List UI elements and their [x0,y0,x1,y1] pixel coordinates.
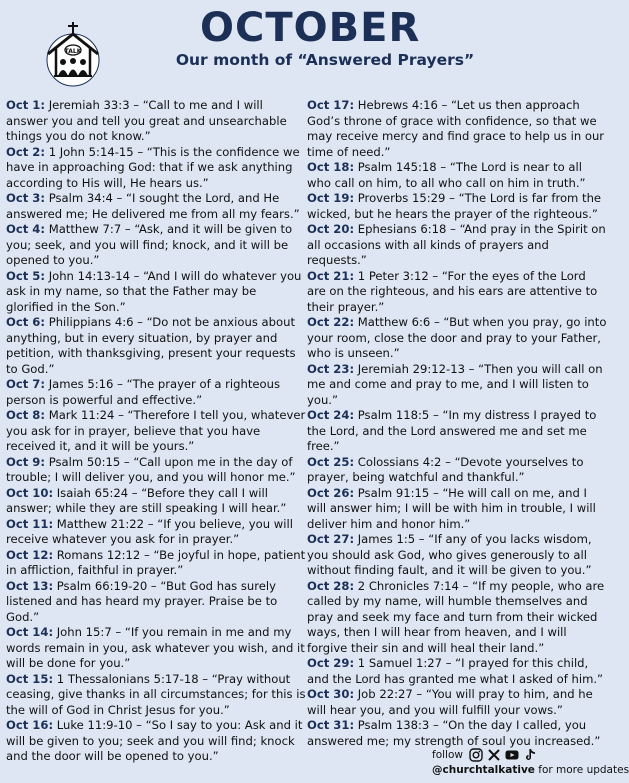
church-talk-logo [44,20,102,84]
prayer-entry [6,269,306,316]
verse-text: Mark 11:24 – “Therefore I tell you, whatever you ask for in prayer, believe that you have received it, and it will be yours.” [6,408,306,453]
verse-text: 1 Peter 3:12 – “For the eyes of the Lord are on the righteous, and his ears are attentive to their prayer.” [307,268,598,314]
prayer-entry [307,160,607,191]
verse-text: Luke 11:9-10 – “So I say to you: Ask and it will be given to you; seek and you will find; knock and the door will be opened to you.” [6,718,303,763]
day-label: Oct 22: [307,315,355,329]
header [0,0,615,96]
day-label: Oct 16: [6,718,54,732]
day-label: Oct 12: [6,547,54,562]
prayer-entry [307,656,607,687]
verse-text: Psalm 66:19-20 – “But God has surely listened and has heard my prayer. Praise be to God.” [6,578,278,624]
verse-text: Psalm 138:3 – “On the day I called, you answered me; my strength of soul you increased.” [307,718,601,748]
verse-text: Ephesians 6:18 – “And pray in the Spirit on all occasions with all kinds of prayers and requests.” [307,222,606,267]
verse-text: Psalm 50:15 – “Call upon me in the day of trouble; I will deliver you, and you will honor me.” [6,454,296,484]
prayer-entry [307,191,607,222]
day-label: Oct 14: [6,625,54,639]
day-label: Oct 27: [307,532,355,546]
verse-text: 1 John 5:14-15 – “This is the confidence we have in approaching God: that if we ask anything according to His will, He hears us.” [6,144,300,190]
day-label: Oct 15: [6,671,54,686]
verse-text: Matthew 21:22 – “If you believe, you will receive whatever you ask for in prayer.” [6,516,293,546]
day-label: Oct 20: [307,222,355,236]
prayer-entry [307,532,607,579]
day-label: Oct 13: [6,578,54,593]
prayer-entry [6,98,306,145]
day-label: Oct 21: [307,268,355,283]
x-icon[interactable] [487,748,501,762]
verse-text: Colossians 4:2 – “Devote yourselves to prayer, being watchful and thankful.” [307,454,584,484]
day-label: Oct 10: [6,485,54,500]
prayer-entry [6,625,306,672]
day-label: Oct 9: [6,454,46,469]
verse-text: 1 Thessalonians 5:17-18 – “Pray without ceasing, give thanks in all circumstances; for this is the will of God in Christ Jesus for you.” [6,671,306,717]
day-label: Oct 19: [307,191,355,205]
prayer-entry [6,408,306,455]
verse-text: Matthew 6:6 – “But when you pray, go into your room, close the door and pray to your Father, who is unseen.” [307,315,607,360]
day-label: Oct 29: [307,656,355,670]
verse-text: John 14:13-14 – “And I will do whatever you ask in my name, so that the Father may be glorified in the Son.” [6,268,302,314]
follow-row [432,748,541,762]
prayer-entry [6,377,306,408]
day-label: Oct 6: [6,315,46,329]
day-label: Oct 28: [307,578,355,593]
prayer-entry [307,362,607,409]
verse-text: Isaiah 65:24 – “Before they call I will answer; while they are still speaking I will hear.” [6,485,287,515]
handle-row [432,763,629,777]
prayer-entry [307,315,607,362]
day-label: Oct 17: [307,98,355,112]
prayer-entry [6,579,306,626]
right-column [307,98,607,749]
left-column [6,98,306,765]
verse-text: Proverbs 15:29 – “The Lord is far from the wicked, but he hears the prayer of the righteous.” [307,191,602,221]
day-label: Oct 11: [6,516,54,531]
day-label: Oct 30: [307,687,355,701]
verse-text: Matthew 7:7 – “Ask, and it will be given to you; seek, and you will find; knock, and it will be opened to you.” [6,222,293,267]
day-label: Oct 18: [307,160,355,174]
day-label: Oct 3: [6,191,46,205]
prayer-entry [6,315,306,377]
page-subtitle: Our month of “Answered Prayers” [175,51,475,69]
verse-text: Philippians 4:6 – “Do not be anxious about anything, but in every situation, by prayer and petition, with thanksgiving, present your requests to God.” [6,315,296,376]
verse-text: Psalm 118:5 – “In my distress I prayed to the Lord, and the Lord answered me and set me free.” [307,408,597,453]
tiktok-icon[interactable] [523,748,537,762]
prayer-entry [307,687,607,718]
follow-label: follow [432,749,463,761]
verse-text: 1 Samuel 1:27 – “I prayed for this child, and the Lord has granted me what I asked of him.” [307,656,604,686]
verse-text: Psalm 91:15 – “He will call on me, and I will answer him; I will be with him in trouble, I will deliver him and honor him.” [307,485,596,531]
verse-text: Hebrews 4:16 – “Let us then approach God’s throne of grace with confidence, so that we may receive mercy and find grace to help us in our time of need.” [307,98,605,159]
day-label: Oct 5: [6,268,46,283]
day-label: Oct 25: [307,454,355,469]
prayer-entry [307,579,607,657]
verse-text: James 5:16 – “The prayer of a righteous person is powerful and effective.” [6,377,281,407]
prayer-entry [6,455,306,486]
instagram-icon[interactable] [469,748,483,762]
prayer-entry [6,517,306,548]
day-label: Oct 24: [307,408,355,422]
prayer-entry [6,191,306,222]
social-handle[interactable]: @churchtalkative [432,764,535,776]
updates-label: for more updates [534,764,629,776]
verse-text: 2 Chronicles 7:14 – “If my people, who are called by my name, will humble themselves and pray and seek my face and turn from their wicked ways, then I will hear from heaven, and I will forgive their sin and will heal their land.” [307,578,605,655]
verse-text: Romans 12:12 – “Be joyful in hope, patient in affliction, faithful in prayer.” [6,547,306,577]
day-label: Oct 4: [6,222,46,236]
verse-text: Psalm 34:4 – “I sought the Lord, and He answered me; He delivered me from all my fears.” [6,191,300,221]
prayer-entry [307,486,607,533]
verse-text: Jeremiah 33:3 – “Call to me and I will answer you and tell you great and unsearchable things you do not know.” [6,98,287,143]
verse-text: Psalm 145:18 – “The Lord is near to all who call on him, to all who call on him in truth.” [307,160,586,190]
verse-text: Jeremiah 29:12-13 – “Then you will call on me and come and pray to me, and I will listen to you.” [307,361,603,407]
day-label: Oct 26: [307,485,355,500]
day-label: Oct 2: [6,144,46,159]
prayer-entry [6,718,306,765]
prayer-entry [307,408,607,455]
page-title: OCTOBER [200,5,421,51]
prayer-entry [307,269,607,316]
prayer-entry [6,145,306,192]
youtube-icon[interactable] [505,748,519,762]
verse-text: Job 22:27 – “You will pray to him, and he will hear you, and you will fulfill your vows.” [307,687,593,717]
prayer-entry [6,672,306,719]
prayer-entry [6,222,306,269]
prayer-entry [307,98,607,160]
prayer-entry [6,548,306,579]
day-label: Oct 8: [6,408,46,422]
day-label: Oct 1: [6,98,46,112]
prayer-entry [307,222,607,269]
day-label: Oct 23: [307,361,355,376]
footer [432,748,629,780]
prayer-entry [307,455,607,486]
day-label: Oct 7: [6,377,46,391]
prayer-entry [6,486,306,517]
verse-text: John 15:7 – “If you remain in me and my words remain in you, ask whatever you wish, and it will be done for you.” [6,625,305,670]
prayer-entry [307,718,607,749]
verse-text: James 1:5 – “If any of you lacks wisdom, you should ask God, who gives generously to all without finding fault, and it will be given to you.” [307,532,592,577]
day-label: Oct 31: [307,718,355,732]
svg-text:TALK: TALK [64,48,82,55]
